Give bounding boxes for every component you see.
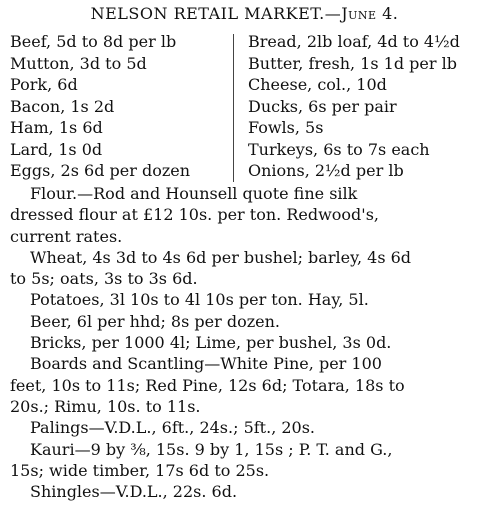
report-line: current rates. bbox=[10, 226, 123, 246]
price-row bbox=[10, 31, 484, 53]
price-left: Mutton, 3d to 5d bbox=[10, 53, 147, 73]
report-line: feet, 10s to 11s; Red Pine, 12s 6d; Totara, 18s to bbox=[10, 375, 405, 395]
price-row bbox=[10, 117, 484, 139]
report-line: to 5s; oats, 3s to 3s 6d. bbox=[10, 269, 198, 289]
market-report-text bbox=[10, 183, 484, 502]
price-right: Butter, fresh, 1s 1d per lb bbox=[248, 53, 457, 73]
price-row bbox=[10, 74, 484, 96]
report-line: Palings—V.D.L., 6ft., 24s.; 5ft., 20s. bbox=[30, 418, 316, 438]
price-row bbox=[10, 53, 484, 75]
price-right: Onions, 2½d per lb bbox=[248, 161, 404, 180]
report-line: Potatoes, 3l 10s to 4l 10s per ton. Hay, 5l. bbox=[30, 290, 369, 310]
report-line: Beer, 6l per hhd; 8s per dozen. bbox=[30, 311, 280, 331]
report-line: Bricks, per 1000 4l; Lime, per bushel, 3s 0d. bbox=[30, 333, 392, 353]
report-line: Boards and Scantling—White Pine, per 100 bbox=[30, 354, 382, 374]
price-row bbox=[10, 96, 484, 118]
report-line: 20s.; Rimu, 10s. to 11s. bbox=[10, 396, 201, 416]
report-line: Shingles—V.D.L., 22s. 6d. bbox=[30, 482, 238, 502]
page-title bbox=[0, 4, 489, 24]
price-row bbox=[10, 160, 484, 182]
report-line: Kauri—9 by ⅜, 15s. 9 by 1, 15s ; P. T. and G., bbox=[30, 439, 393, 459]
price-right: Ducks, 6s per pair bbox=[248, 96, 397, 116]
price-right: Fowls, 5s bbox=[248, 118, 324, 137]
price-left: Bacon, 1s 2d bbox=[10, 96, 115, 116]
price-table bbox=[10, 31, 484, 182]
price-left: Beef, 5d to 8d per lb bbox=[10, 32, 177, 51]
price-right: Bread, 2lb loaf, 4d to 4½d bbox=[248, 32, 460, 51]
report-line: dressed flour at £12 10s. per ton. Redwood's, bbox=[10, 205, 379, 225]
price-row bbox=[10, 139, 484, 161]
price-left: Pork, 6d bbox=[10, 75, 78, 94]
price-left: Ham, 1s 6d bbox=[10, 118, 103, 137]
report-line: Wheat, 4s 3d to 4s 6d per bushel; barley, 4s 6d bbox=[30, 247, 412, 267]
report-line: Flour.—Rod and Hounsell quote fine silk bbox=[30, 184, 358, 203]
title-date: June 4. bbox=[341, 4, 399, 23]
title-text: NELSON RETAIL MARKET.— bbox=[90, 4, 342, 23]
price-right: Turkeys, 6s to 7s each bbox=[248, 139, 430, 159]
price-left: Eggs, 2s 6d per dozen bbox=[10, 161, 191, 180]
report-line: 15s; wide timber, 17s 6d to 25s. bbox=[10, 460, 270, 480]
price-left: Lard, 1s 0d bbox=[10, 139, 103, 159]
price-right: Cheese, col., 10d bbox=[248, 75, 387, 94]
